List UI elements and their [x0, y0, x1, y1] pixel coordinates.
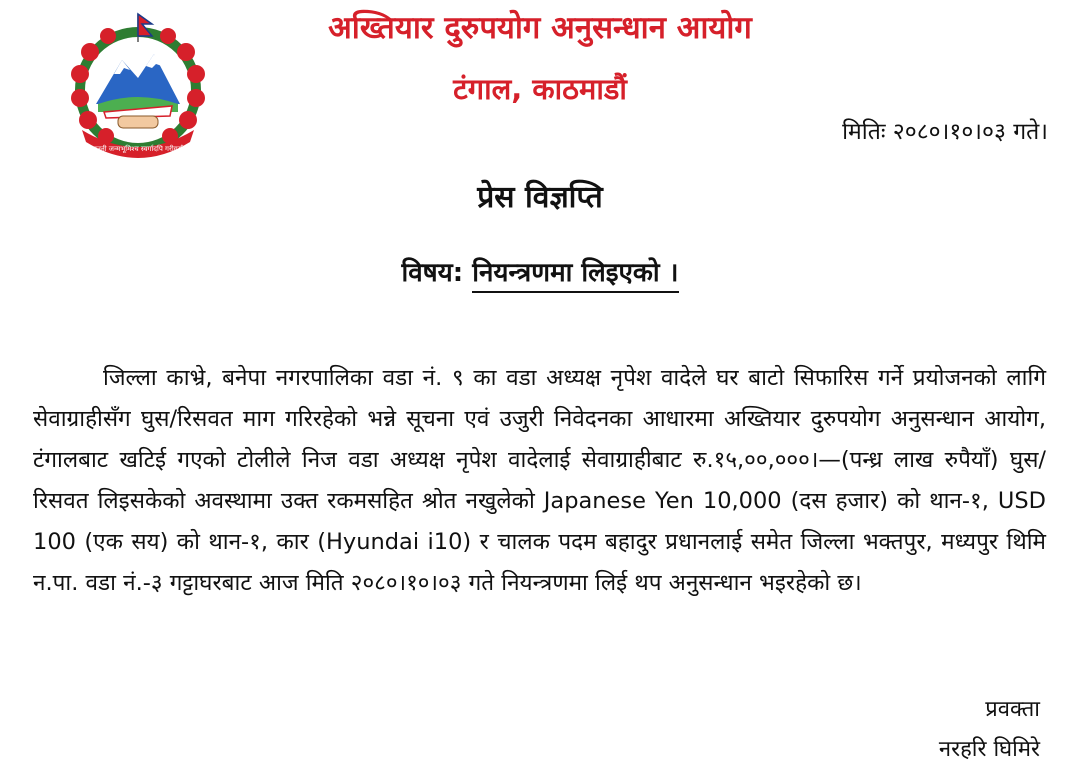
handshake-icon [118, 116, 158, 128]
mountain-icon [96, 54, 180, 104]
signatory-name: नरहरि घिमिरे [938, 737, 1040, 762]
subject-line [0, 253, 1080, 293]
signature-block [939, 690, 1040, 770]
body-paragraph [33, 358, 1046, 604]
organization-name: अख्तियार दुरुपयोग अनुसन्धान आयोग [328, 10, 752, 46]
document-title: प्रेस विज्ञप्ति [477, 180, 603, 215]
emblem-motto: जननी जन्मभूमिश्च स्वर्गादपि गरीयसी [91, 145, 185, 153]
signatory-role: प्रवक्ता [985, 697, 1040, 722]
nepal-emblem-icon [52, 12, 224, 162]
organization-address: टंगाल, काठमाडौं [453, 72, 627, 106]
subject-label: विषय: [401, 258, 464, 288]
body-text: जिल्ला काभ्रे, बनेपा नगरपालिका वडा नं. ९ का वडा अध्यक्ष नृपेश वादेले घर बाटो सिफारिस गर्ने प्रयोजनको लागि सेवाग्राहीसँग घुस/रिसवत माग गरिरहेको भन्ने सूचना एवं उजुरी निवेदनका आधारमा अख्तियार दुरुपयोग अनुसन्धान आयोग, टंगालबाट खटिई गएको टोलीले निज वडा अध्यक्ष नृपेश वादेलाई सेवाग्राहीबाट रु.१५,००,०००।—(पन्ध्र लाख रुपैयाँ) घुस/रिसवत लिइसकेको अवस्थामा उक्त रकमसहित श्रोत नखुलेको Japanese Yen 10,000 (दस हजार) को थान-१, USD 100 (एक सय) को थान-१, कार (Hyundai i10) र चालक पदम बहादुर प्रधानलाई समेत जिल्ला भक्तपुर, मध्यपुर थिमि न.पा. वडा नं.-३ गट्टाघरबाट आज मिति २०८०।१०।०३ गते नियन्त्रणमा लिई थप अनुसन्धान भइरहेको छ। [33, 365, 1046, 596]
document-date: मितिः २०८०।१०।०३ गते। [842, 119, 1048, 145]
subject-value: नियन्त्रणमा लिइएको । [472, 253, 678, 293]
